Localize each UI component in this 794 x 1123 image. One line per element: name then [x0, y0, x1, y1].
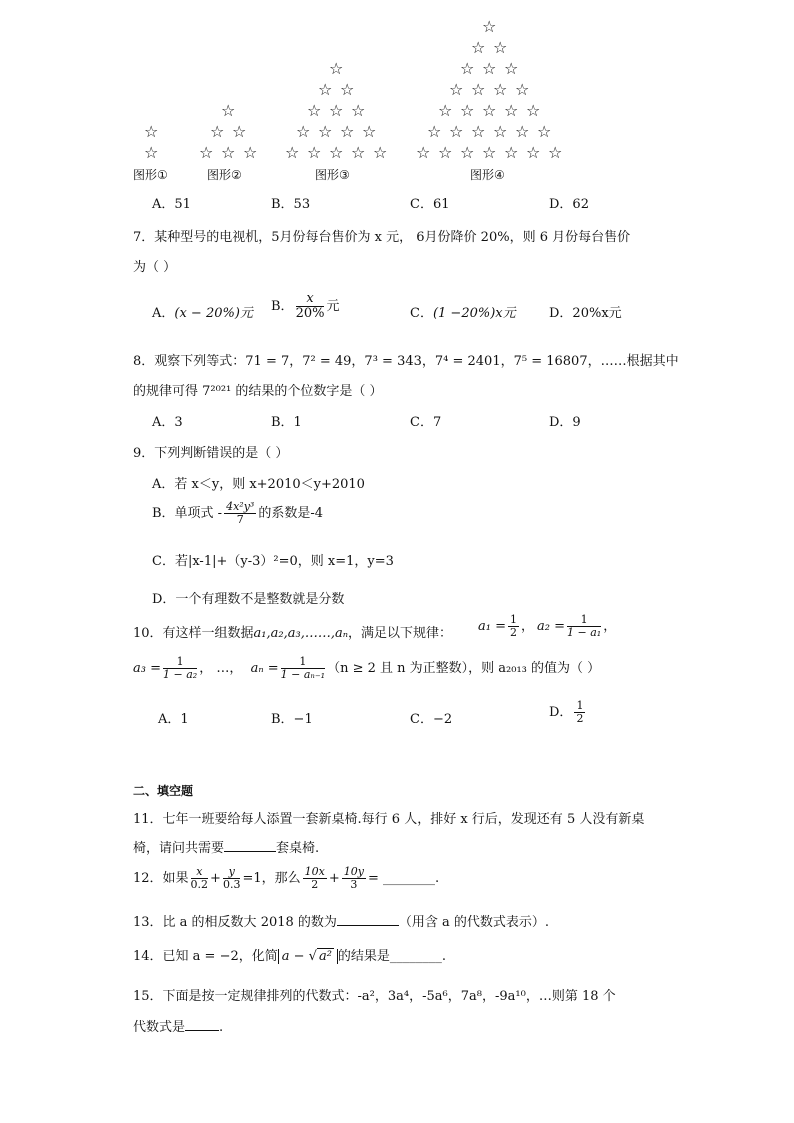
star-icon: ☆	[373, 143, 388, 162]
q7-option-b-numerator: x	[296, 292, 325, 307]
q7-option-a-expr: (x − 20%)元	[174, 306, 253, 321]
q10-stem-line2	[133, 656, 600, 681]
q10-an-numerator: 1	[281, 656, 325, 669]
star-icon: ☆	[340, 80, 355, 99]
q10-option-b[interactable]: B．−1	[271, 712, 313, 727]
q14-expr-a: a −	[281, 949, 305, 964]
q8-stem-prefix: 8．观察下列等式：7	[133, 354, 254, 369]
star-icon: ☆	[232, 122, 247, 141]
q12-stem	[133, 866, 439, 891]
q6-option-c[interactable]: C．61	[410, 197, 450, 212]
q7-option-b[interactable]	[271, 292, 339, 321]
q8-stem-rest: 1 = 7，7² = 49，7³ = 343，7⁴ = 2401，7⁵ = 16807，……根据其中	[253, 354, 679, 369]
star-icon: ☆	[144, 143, 159, 162]
q12-plus: +	[210, 871, 221, 886]
q12-f3-denominator: 2	[311, 878, 319, 891]
section-title: 二、填空题	[133, 784, 194, 798]
q12-f1-denominator: 0.2	[190, 878, 209, 891]
q10-a2-numerator: 1	[567, 614, 601, 627]
star-icon: ☆	[329, 59, 344, 78]
q6-option-a[interactable]: A．51	[152, 197, 191, 212]
q15-answer-blank[interactable]	[185, 1030, 219, 1031]
q12-f2-numerator: y	[223, 866, 241, 879]
q9-option-a[interactable]: A．若 x＜y，则 x+2010＜y+2010	[152, 477, 365, 492]
star-icon: ☆	[493, 122, 508, 141]
star-icon: ☆	[351, 143, 366, 162]
q10-option-d-denominator: 2	[576, 712, 584, 725]
q14-post: 的结果是________.	[337, 949, 447, 964]
q7-option-b-label: B．	[271, 299, 294, 314]
q12-f2-denominator: 0.3	[222, 878, 241, 891]
q12-plus-2: +	[328, 871, 340, 886]
star-icon: ☆	[285, 143, 300, 162]
q10-condition: （n ≥ 2 且 n 为正整数），则 a₂₀₁₃ 的值为（ ）	[327, 661, 601, 676]
star-icon: ☆	[199, 143, 214, 162]
q10-sequence: a₁,a₂,a₃,……,aₙ	[253, 626, 348, 641]
star-icon: ☆	[482, 17, 497, 36]
q14-expr-root: a²	[318, 949, 332, 964]
q10-a2-definition: a₂ = $\frac{1}{\text{1 − a₁}}$ ，	[537, 613, 617, 639]
star-icon: ☆	[318, 80, 333, 99]
q9-option-b-post: 的系数是-4	[258, 506, 324, 521]
q12-mid: =1，那么	[242, 871, 301, 886]
star-icon: ☆	[493, 80, 508, 99]
star-icon: ☆	[307, 143, 322, 162]
star-icon: ☆	[318, 122, 333, 141]
q9-option-b-numerator: 4x²y³	[226, 500, 255, 513]
q10-option-d-numerator: 1	[576, 699, 584, 712]
star-icon: ☆	[504, 101, 519, 120]
star-icon: ☆	[460, 143, 475, 162]
star-icon: ☆	[362, 122, 377, 141]
q9-option-c[interactable]: C．若|x-1|+（y-3）²=0，则 x=1，y=3	[152, 554, 394, 569]
q10-a2-lhs: a₂ =	[537, 619, 565, 634]
star-icon: ☆	[340, 122, 355, 141]
q10-an-denominator: 1 − aₙ₋₁	[280, 668, 326, 681]
star-icon: ☆	[438, 143, 453, 162]
star-icon: ☆	[449, 80, 464, 99]
q12-f4-denominator: 3	[350, 878, 358, 891]
star-icon: ☆	[243, 143, 258, 162]
q10-a1-lhs: a₁ =	[478, 619, 506, 634]
star-icon: ☆	[416, 143, 431, 162]
star-icon: ☆	[493, 38, 508, 57]
q11-stem-line1: 11．七年一班要给每人添置一套新桌椅.每行 6 人，排好 x 行后，发现还有 5 人没有新桌	[133, 812, 645, 827]
q7-option-a[interactable]	[152, 302, 253, 321]
q7-option-b-unit: 元	[326, 299, 340, 314]
q7-option-c[interactable]	[410, 302, 516, 321]
q8-option-b[interactable]: B．1	[271, 415, 302, 430]
q15-stem-line1: 15．下面是按一定规律排列的代数式：-a²，3a⁴，-5a⁶，7a⁸，-9a¹⁰，…则第 18 个	[133, 989, 616, 1004]
star-icon: ☆	[515, 122, 530, 141]
star-icon: ☆	[427, 122, 442, 141]
q10-a3-lhs: a₃ =	[133, 661, 161, 676]
star-icon: ☆	[460, 101, 475, 120]
star-icon: ☆	[515, 80, 530, 99]
q10-a1-definition: a₁ = $\frac{1}{2}$ ，	[478, 613, 535, 639]
q13-answer-blank[interactable]	[337, 925, 399, 926]
q8-option-a[interactable]: A．3	[152, 415, 183, 430]
q14-absolute-value: a − √ a²	[278, 949, 338, 964]
q10-stem-mid: ，满足以下规律：	[347, 626, 452, 641]
q10-stem-line1	[133, 622, 452, 641]
q10-option-a[interactable]: A．1	[158, 712, 189, 727]
figure-caption-2: 图形②	[207, 168, 242, 182]
star-icon: ☆	[438, 101, 453, 120]
star-icon: ☆	[296, 122, 311, 141]
q10-a1-numerator: 1	[510, 613, 517, 626]
q10-a2-denominator: 1 − a₁	[567, 626, 602, 639]
star-icon: ☆	[482, 59, 497, 78]
q12-f3-numerator: 10x	[304, 865, 325, 878]
q9-option-b-pre: B．单项式 -	[152, 506, 223, 521]
star-icon: ☆	[221, 143, 236, 162]
q9-stem: 9．下列判断错误的是（ ）	[133, 446, 289, 461]
star-icon: ☆	[504, 59, 519, 78]
star-icon: ☆	[471, 38, 486, 57]
q14-pre: 14．已知 a = −2，化简	[133, 949, 278, 964]
q10-option-d[interactable]	[549, 700, 587, 725]
q12-pre: 12．如果	[133, 871, 189, 886]
q7-stem-line1: 7．某种型号的电视机，5月份每台售价为 x 元， 6月份降价 20%，则 6 月份每台售价	[133, 230, 631, 245]
star-icon: ☆	[537, 122, 552, 141]
q11-answer-blank[interactable]	[224, 851, 276, 852]
star-icon: ☆	[548, 143, 563, 162]
star-icon: ☆	[210, 122, 225, 141]
star-icon: ☆	[351, 101, 366, 120]
q10-dots: ， …，	[199, 661, 243, 676]
star-icon: ☆	[329, 101, 344, 120]
star-icon: ☆	[221, 101, 236, 120]
star-icon: ☆	[471, 122, 486, 141]
q10-a3-numerator: 1	[163, 656, 197, 669]
q13-post: （用含 a 的代数式表示）.	[398, 915, 550, 930]
q9-option-b-denominator: 7	[236, 513, 244, 526]
q13-pre: 13．比 a 的相反数大 2018 的数为	[133, 915, 337, 930]
q15-post: .	[219, 1020, 224, 1035]
figure-caption-3: 图形③	[315, 168, 350, 182]
q12-post: = ________.	[367, 871, 440, 886]
star-icon: ☆	[482, 101, 497, 120]
star-icon: ☆	[144, 122, 159, 141]
q10-a3-denominator: 1 − a₂	[163, 668, 198, 681]
q15-pre: 代数式是	[133, 1020, 186, 1035]
q10-stem-pre: 10．有这样一组数据	[133, 626, 254, 641]
q7-option-b-denominator: 20%	[295, 306, 325, 321]
q7-option-c-label: C．	[410, 306, 433, 321]
q10-option-d-label: D．	[549, 705, 573, 720]
q7-option-d[interactable]: D．20%x元	[549, 306, 622, 321]
q12-f1-numerator: x	[191, 866, 209, 879]
figure-caption-1: 图形①	[133, 168, 168, 182]
q15-stem-line2	[133, 1016, 223, 1035]
q11-stem-pre: 椅，请问共需要	[133, 841, 225, 856]
star-figures	[0, 0, 794, 190]
star-icon: ☆	[526, 143, 541, 162]
q14-stem	[133, 945, 446, 964]
star-icon: ☆	[471, 80, 486, 99]
star-icon: ☆	[460, 59, 475, 78]
figure-caption-4: 图形④	[470, 168, 505, 182]
star-icon: ☆	[504, 143, 519, 162]
q9-option-b[interactable]	[152, 501, 323, 526]
q6-option-d[interactable]: D．62	[549, 197, 589, 212]
q11-stem-post: 套桌椅.	[276, 841, 320, 856]
star-icon: ☆	[526, 101, 541, 120]
q13-stem	[133, 911, 549, 930]
q9-option-d[interactable]: D．一个有理数不是整数就是分数	[152, 592, 345, 607]
q7-stem-line2: 为（ ）	[133, 260, 177, 275]
star-icon: ☆	[482, 143, 497, 162]
q8-option-c[interactable]: C．7	[410, 415, 442, 430]
q12-f4-numerator: 10y	[343, 865, 364, 878]
q7-option-a-label: A．	[152, 306, 175, 321]
star-icon: ☆	[449, 122, 464, 141]
q11-stem-line2	[133, 837, 319, 856]
q10-an-lhs: aₙ =	[250, 661, 279, 676]
q8-stem-line1	[133, 350, 679, 369]
q10-a1-denominator: 2	[510, 626, 517, 639]
q8-stem-line2: 的规律可得 7²⁰²¹ 的结果的个位数字是（ ）	[133, 384, 383, 399]
q8-option-d[interactable]: D．9	[549, 415, 581, 430]
q10-option-c[interactable]: C．−2	[410, 712, 453, 727]
star-icon: ☆	[307, 101, 322, 120]
q7-option-c-expr: (1 −20%)x元	[432, 306, 516, 321]
star-icon: ☆	[329, 143, 344, 162]
q6-option-b[interactable]: B．53	[271, 197, 311, 212]
